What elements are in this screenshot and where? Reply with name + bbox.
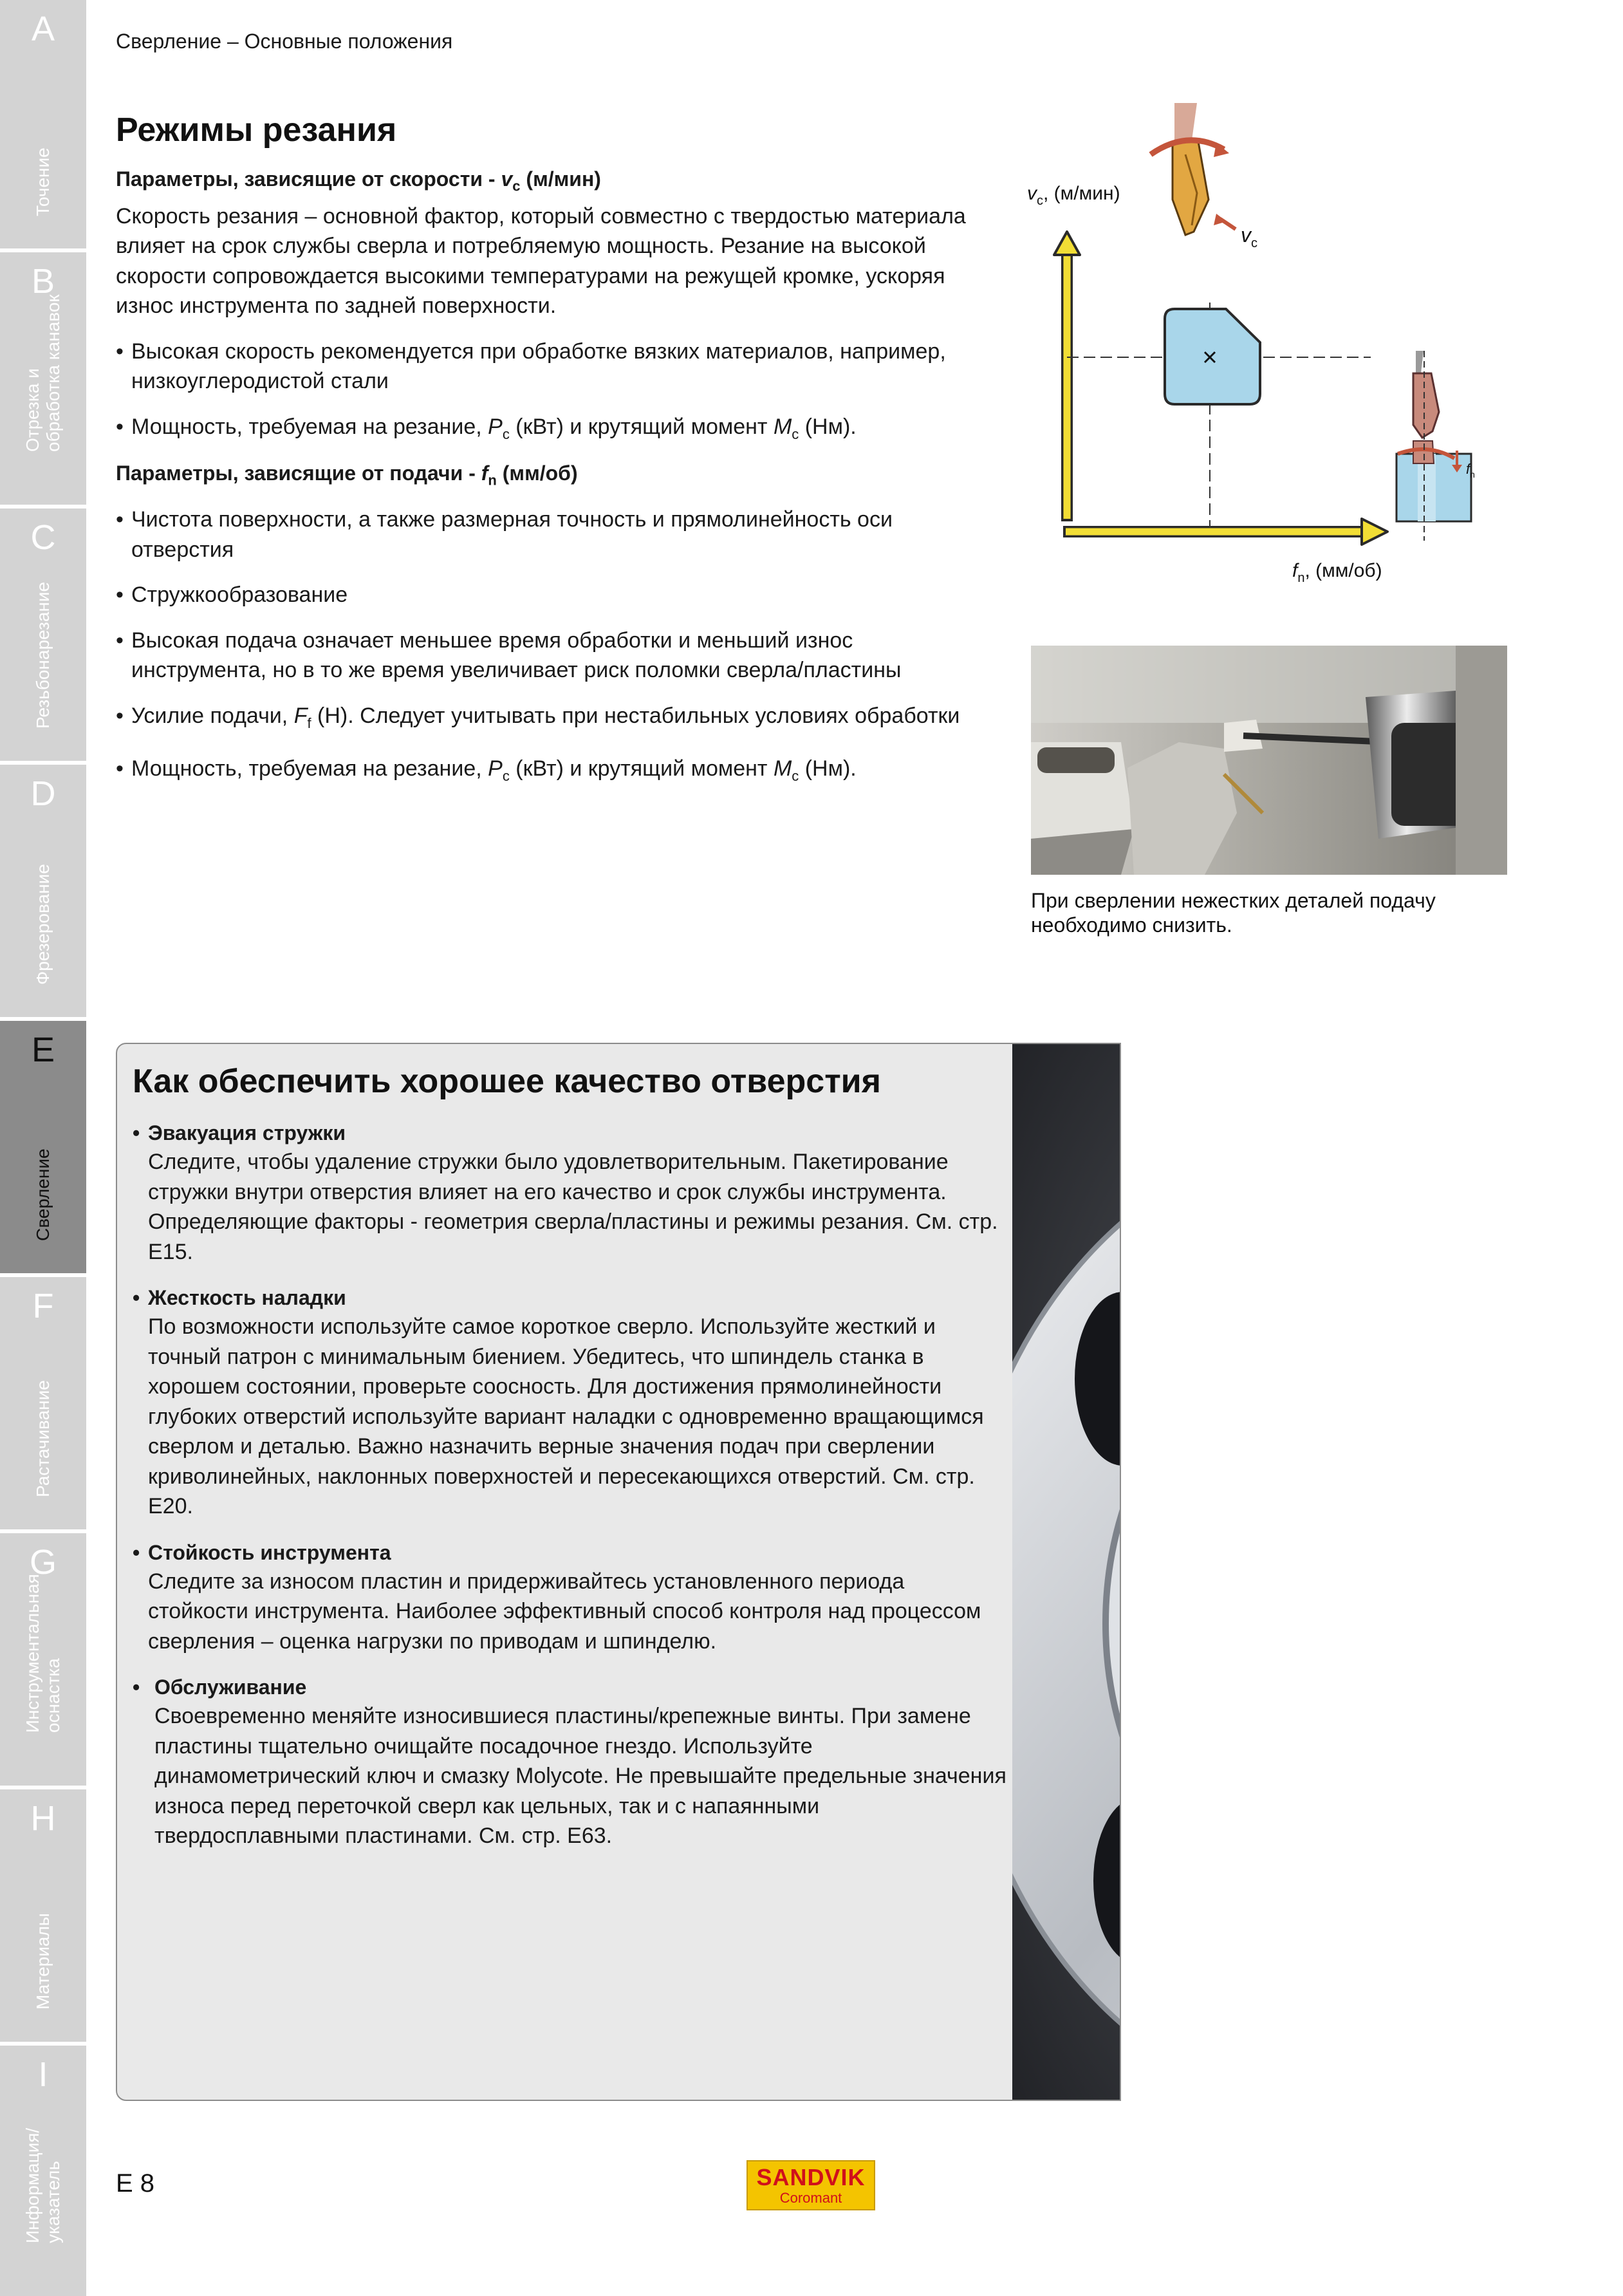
x-axis-label: $f_n$, (мм/об): [1292, 560, 1382, 585]
list-item: • Высокая скорость рекомендуется при обработке вязких материалов, например, низкоуглеродистой стали: [116, 337, 972, 397]
insert-shape: [1165, 309, 1260, 404]
y-axis-label: $v_c$, (м/мин): [1027, 183, 1120, 208]
logo-text: SANDVIK: [756, 2164, 866, 2190]
tab-letter: I: [38, 2055, 48, 2094]
item-heading: • Жесткость наладки: [133, 1283, 1008, 1312]
item-heading: • Эвакуация стружки: [133, 1119, 1008, 1147]
tab-info-index[interactable]: [0, 2046, 86, 2296]
hole-quality-box: [116, 1043, 1121, 2101]
tab-letter: B: [31, 262, 55, 301]
fn-label: $f_n$: [1466, 461, 1475, 480]
cutting-data-text: [116, 164, 972, 791]
tab-threading[interactable]: [0, 509, 86, 765]
photo-caption: При сверлении нежестких деталей подачу необходимо снизить.: [1031, 889, 1436, 937]
tab-tool-holding[interactable]: [0, 1533, 86, 1789]
item-heading: • Обслуживание: [133, 1673, 1008, 1701]
item-heading: • Стойкость инструмента: [133, 1538, 1008, 1567]
tab-milling[interactable]: [0, 765, 86, 1021]
tab-label: Сверление: [33, 1148, 53, 1241]
list-item: • Стружкообразование: [116, 580, 972, 610]
tab-label: Точение: [33, 147, 53, 216]
section-title: Режимы резания: [116, 111, 397, 149]
tab-turning[interactable]: [0, 0, 86, 252]
section-index-sidebar: [0, 0, 86, 2296]
list-item: [133, 1119, 1008, 1267]
x-axis-arrowhead: [1362, 519, 1387, 545]
page-number: E 8: [116, 2169, 155, 2198]
tab-letter: H: [30, 1799, 56, 1838]
vc-label: $v_c$: [1241, 223, 1257, 250]
running-head: Сверление – Основные положения: [116, 30, 453, 53]
tab-materials[interactable]: [0, 1789, 86, 2046]
feed-params-heading: Параметры, зависящие от подачи - $f_n$ (мм/об): [116, 462, 578, 489]
list-item: [133, 1538, 1008, 1657]
drilling-photo: [1031, 646, 1507, 875]
tab-label: Фрезерование: [33, 864, 53, 985]
tab-label: Резьбонарезание: [33, 581, 53, 729]
item-body: По возможности используйте самое короткое сверло. Используйте жесткий и точный патрон с минимальным биением. Убедитесь, что шпиндель станка в хорошем состоянии, проверьте соосность. Для достижения прямолинейности глубоких отверстий используйте вариант наладки с одновременно вращающимся сверлом и деталью. Важно назначить верные значения подач при сверлении криволинейных, наклонных поверхностей и пересекающихся отверстий. См. стр. E20.: [148, 1314, 984, 1518]
tab-letter: D: [30, 774, 56, 813]
item-body: Следите за износом пластин и придерживайтесь установленного периода стойкости инструмента. Наиболее эффективный способ контроля над процессом сверления – оценка нагрузки по приводам и шпинделю.: [148, 1569, 981, 1654]
tab-label: Инструментальная оснастка: [23, 1574, 63, 1733]
item-body: Следите, чтобы удаление стружки было удовлетворительным. Пакетирование стружки внутри отверстия влияет на его качество и срок службы инструмента. Определяющие факторы - геометрия сверла/пластины и режимы резания. См. стр. E15.: [148, 1150, 998, 1264]
tab-label: Отрезка и обработка канавок: [23, 294, 63, 452]
list-item: [133, 1673, 1008, 1851]
tab-letter: A: [31, 10, 55, 48]
tab-boring[interactable]: [0, 1277, 86, 1533]
box-title: Как обеспечить хорошее качество отверстия: [133, 1063, 881, 1100]
speed-params-heading: Параметры, зависящие от скорости - $v_c$ (м/мин): [116, 167, 601, 194]
list-item: • Высокая подача означает меньшее время обработки и меньший износ инструмента, но в то же время увеличивает риск поломки сверла/пластины: [116, 626, 972, 686]
tab-letter: C: [30, 518, 56, 557]
tab-letter: F: [32, 1287, 54, 1325]
y-axis-arrowhead: [1054, 232, 1080, 255]
list-item: • Мощность, требуемая на резание, $P_c$ (кВт) и крутящий момент $M_c$ (Нм).: [116, 754, 972, 791]
drilled-flange-photo: [1012, 1044, 1121, 2100]
list-item: • Мощность, требуемая на резание, $P_c$ (кВт) и крутящий момент $M_c$ (Нм).: [116, 412, 972, 449]
tab-letter: G: [29, 1543, 57, 1582]
tab-letter: E: [31, 1031, 55, 1069]
speed-paragraph: Скорость резания – основной фактор, который совместно с твердостью материала влияет на срок службы сверла и потребляемую мощность. Резание на высокой скорости сопровождается высокими температурами на режущей кромке, ускоряя износ инструмента по задней поверхности.: [116, 203, 966, 319]
drill-feed-icon: [1396, 351, 1471, 541]
tab-label: Растачивание: [33, 1380, 53, 1497]
tab-label: Материалы: [33, 1913, 53, 2010]
cutting-data-diagram: [1004, 103, 1519, 592]
tab-drilling[interactable]: [0, 1021, 86, 1277]
logo-subtext: Coromant: [779, 2190, 842, 2206]
item-body: Своевременно меняйте износившиеся пластины/крепежные винты. При замене пластины тщательно очищайте посадочное гнездо. Используйте динамометрический ключ и смазку Molycote. Не превышайте предельные значения износа перед переточкой сверл как цельных, так и с напаянными твердосплавными пластинами. См. стр. E63.: [154, 1704, 1006, 1848]
list-item: • Усилие подачи, $F_f$ (Н). Следует учитывать при нестабильных условиях обработки: [116, 701, 972, 738]
list-item: [133, 1283, 1008, 1522]
list-item: • Чистота поверхности, а также размерная точность и прямолинейность оси отверстия: [116, 505, 972, 565]
sandvik-logo: [747, 2160, 875, 2210]
tab-label: Информация/ указатель: [23, 2127, 63, 2243]
tab-parting-grooving[interactable]: [0, 252, 86, 509]
drill-speed-icon: [1151, 103, 1236, 235]
